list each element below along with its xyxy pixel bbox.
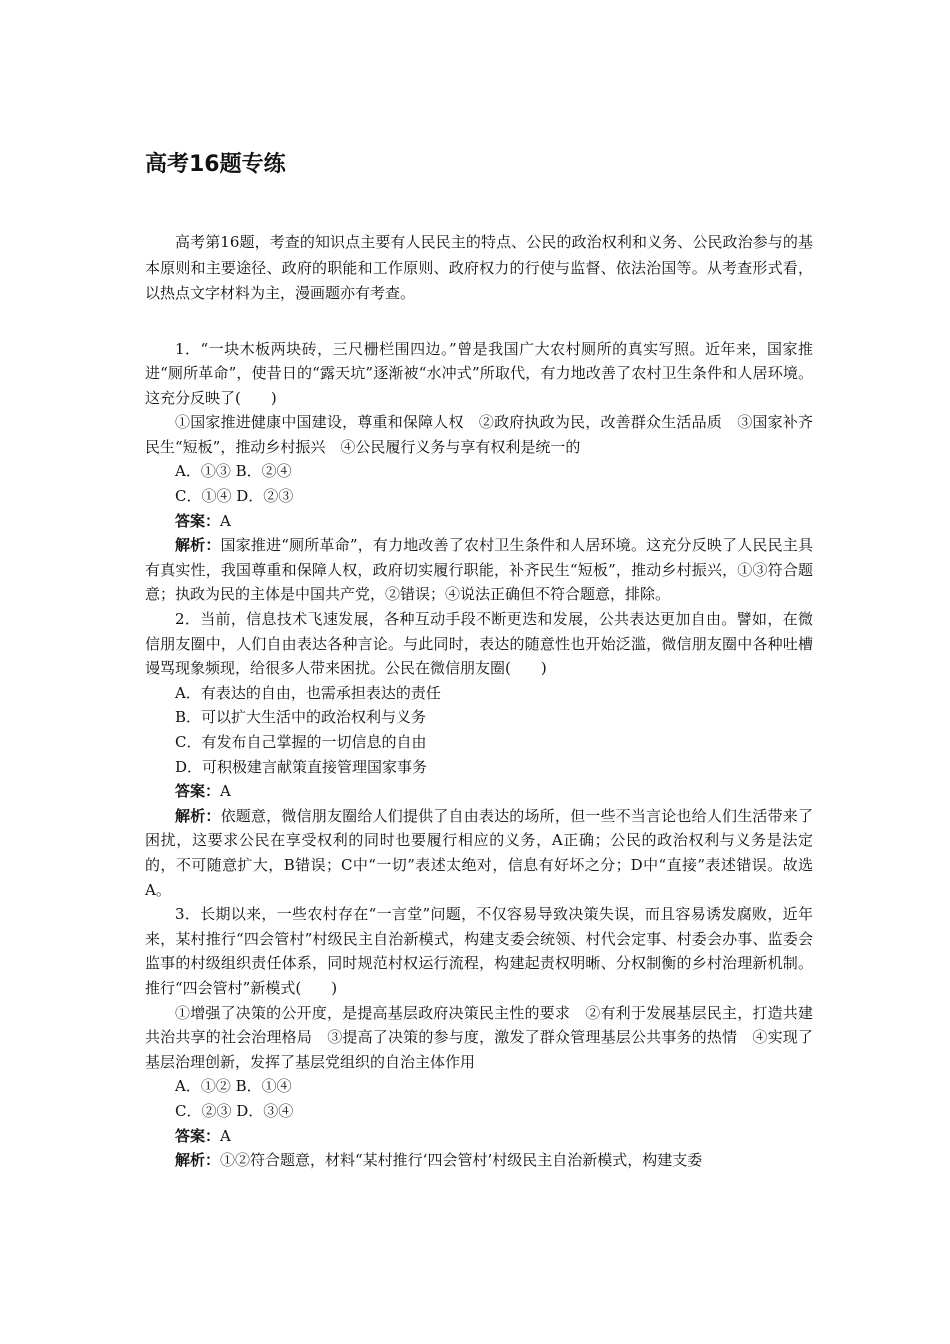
analysis-text: 依题意，微信朋友圈给人们提供了自由表达的场所，但一些不当言论也给人们生活带来了困扰，这要求公民在享受权利的同时也要履行相应的义务，A正确；公民的政治权利与义务是法定的，不可随意扩大，B错误；C中“一切”表述太绝对，信息有好坏之分；D中“直接”表述错误。故选A。 [145, 806, 813, 899]
question-3-statements: ①增强了决策的公开度，是提高基层政府决策民主性的要求 ②有利于发展基层民主，打造共建共治共享的社会治理格局 ③提高了决策的参与度，激发了群众管理基层公共事务的热情 ④实现了基层治理创新，发挥了基层党组织的自治主体作用 [145, 1003, 813, 1071]
question-2-option-d: D．可积极建言献策直接管理国家事务 [175, 757, 428, 776]
answer-label: 答案： [175, 511, 221, 530]
question-2-analysis [145, 804, 813, 902]
question-1-options-cd: C．①④ D．②③ [175, 487, 294, 506]
question-1-statements: ①国家推进健康中国建设，尊重和保障人权 ②政府执政为民，改善群众生活品质 ③国家补齐民生“短板”，推动乡村振兴 ④公民履行义务与享有权利是统一的 [145, 413, 813, 456]
question-3-stem: 3．长期以来，一些农村存在“一言堂”问题，不仅容易导致决策失误，而且容易诱发腐败，近年来，某村推行“四会管村”村级民主自治新模式，构建支委会统领、村代会定事、村委会办事、监委会监事的村级组织责任体系，同时规范村权运行流程，构建起责权明晰、分权制衡的乡村治理新机制。推行“四会管村”新模式( ) [145, 905, 813, 997]
intro-paragraph: 高考第16题，考查的知识点主要有人民民主的特点、公民的政治权利和义务、公民政治参与的基本原则和主要途径、政府的职能和工作原则、政府权力的行使与监督、依法治国等。从考查形式看，以热点文字材料为主，漫画题亦有考查。 [145, 233, 813, 302]
question-1-options-ab: A．①③ B．②④ [175, 462, 292, 481]
question-2-option-a: A．有表达的自由，也需承担表达的责任 [175, 683, 441, 702]
question-2-stem: 2．当前，信息技术飞速发展，各种互动手段不断更迭和发展，公共表达更加自由。譬如，在微信朋友圈中，人们自由表达各种言论。与此同时，表达的随意性也开始泛滥，微信朋友圈中各种吐槽谩骂现象频现，给很多人带来困扰。公民在微信朋友圈( ) [145, 610, 813, 678]
page-title: 高考16题专练 [145, 152, 286, 177]
answer-value: A [220, 1126, 231, 1145]
question-1-stem: 1．“一块木板两块砖，三尺栅栏围四边。”曾是我国广大农村厕所的真实写照。近年来，国家推进“厕所革命”，使昔日的“露天坑”逐渐被“水冲式”所取代，有力地改善了农村卫生条件和人居环境。这充分反映了( ) [145, 339, 813, 407]
question-3-answer [145, 1124, 813, 1149]
document-page [145, 150, 813, 1173]
answer-label: 答案： [175, 782, 221, 801]
analysis-label: 解析： [175, 536, 221, 555]
question-2-answer [145, 779, 813, 804]
question-1-analysis [145, 533, 813, 607]
analysis-text: 国家推进“厕所革命”，有力地改善了农村卫生条件和人居环境。这充分反映了人民民主具有真实性，我国尊重和保障人权，政府切实履行职能，补齐民生“短板”，推动乡村振兴，①③符合题意；执政为民的主体是中国共产党，②错误；④说法正确但不符合题意，排除。 [145, 536, 813, 604]
question-1-answer [145, 509, 813, 534]
question-3-options-cd: C．②③ D．③④ [175, 1101, 294, 1120]
question-3-options-ab: A．①② B．①④ [175, 1077, 292, 1096]
answer-label: 答案： [175, 1126, 221, 1145]
question-3-analysis [145, 1148, 813, 1173]
question-2-option-c: C．有发布自己掌握的一切信息的自由 [175, 733, 427, 751]
answer-value: A [220, 782, 231, 801]
answer-value: A [220, 511, 231, 530]
question-2-option-b: B．可以扩大生活中的政治权利与义务 [175, 708, 427, 727]
analysis-label: 解析： [175, 1151, 221, 1170]
analysis-label: 解析： [175, 806, 221, 825]
analysis-text: ①②符合题意，材料“某村推行‘四会管村’村级民主自治新模式，构建支委 [220, 1151, 703, 1170]
